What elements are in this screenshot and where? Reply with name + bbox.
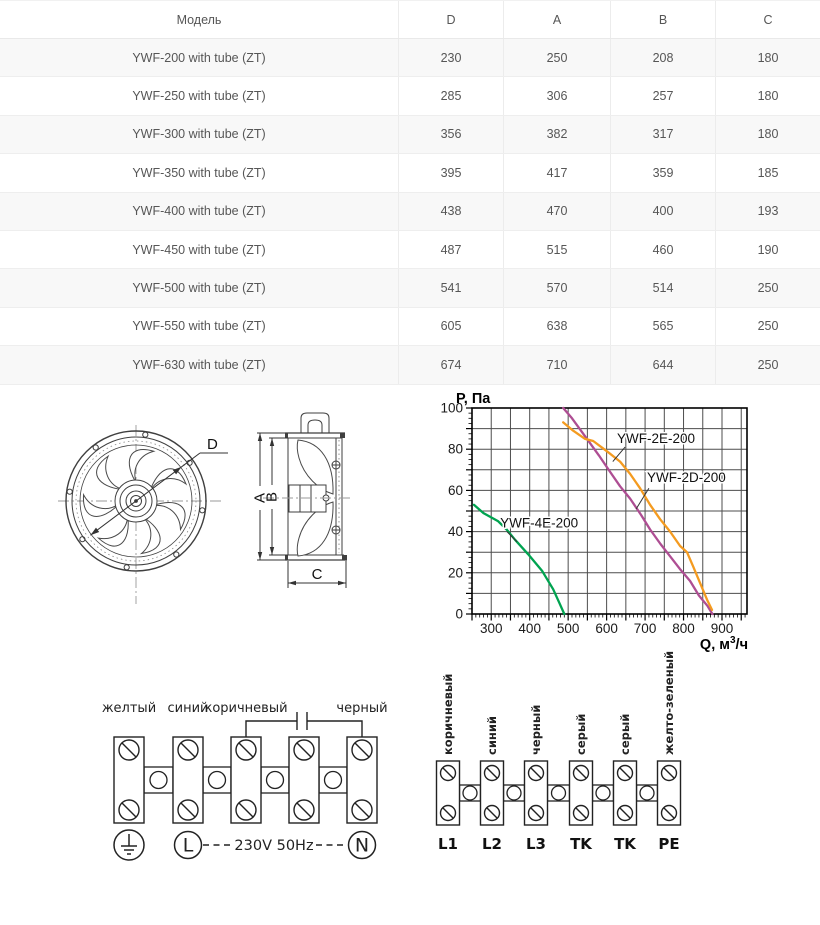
x-tick-label: 400 — [518, 621, 541, 636]
cell-c: 250 — [715, 269, 820, 306]
curve-label-leader — [507, 532, 517, 542]
cell-d: 541 — [398, 269, 503, 306]
cell-c: 180 — [715, 77, 820, 114]
wire-color-label: черный — [529, 704, 543, 755]
cell-model: YWF-500 with tube (ZT) — [132, 281, 266, 296]
table-header-row — [0, 1, 820, 39]
cell-model: YWF-250 with tube (ZT) — [132, 89, 266, 104]
cell-d: 674 — [398, 346, 503, 383]
x-tick-label: 300 — [479, 621, 503, 636]
cell-c: 193 — [715, 193, 820, 230]
neutral-terminal-label: N — [354, 834, 370, 857]
cell-model: YWF-300 with tube (ZT) — [132, 127, 266, 142]
x-tick-label: 700 — [633, 621, 657, 636]
cell-d: 487 — [398, 231, 503, 268]
motor — [289, 485, 329, 512]
curve-label: YWF-4E-200 — [500, 515, 579, 531]
curve-label: YWF-2E-200 — [617, 431, 696, 446]
table-row — [0, 39, 820, 77]
x-tick-label: 600 — [595, 621, 618, 636]
cell-c: 185 — [715, 154, 820, 191]
curve-label: YWF-2D-200 — [647, 470, 726, 486]
line-terminal-label: L — [182, 834, 194, 857]
header-c: C — [715, 1, 820, 38]
cell-b: 514 — [610, 269, 715, 306]
table-row — [0, 231, 820, 269]
y-axis-title: P, Па — [456, 391, 491, 407]
terminal-label: PE — [658, 835, 680, 853]
cell-a: 382 — [503, 116, 610, 153]
ground-icon — [114, 830, 144, 860]
wire-color-label: серый — [574, 713, 588, 755]
cell-a: 306 — [503, 77, 610, 114]
wiring-diagram-three-phase — [425, 650, 705, 861]
header-a: A — [503, 1, 610, 38]
terminal-label: TK — [570, 835, 592, 853]
connector-hole — [463, 786, 477, 800]
connector-hole — [552, 786, 566, 800]
wire-color-label: синий — [485, 716, 499, 755]
cell-a: 250 — [503, 39, 610, 76]
cell-c: 250 — [715, 346, 820, 383]
cell-a: 638 — [503, 308, 610, 345]
fan-performance-chart — [430, 390, 820, 660]
y-tick-label: 80 — [447, 441, 463, 457]
cell-b: 644 — [610, 346, 715, 383]
cell-b: 317 — [610, 116, 715, 153]
y-tick-label: 0 — [455, 606, 463, 622]
cell-c: 190 — [715, 231, 820, 268]
cell-model: YWF-400 with tube (ZT) — [132, 204, 266, 219]
x-tick-label: 800 — [672, 621, 695, 636]
cell-d: 395 — [398, 154, 503, 191]
connector-hole — [150, 772, 167, 789]
wire-color-label: желто-зеленый — [662, 650, 676, 755]
y-tick-label: 20 — [447, 565, 463, 581]
cell-model: YWF-200 with tube (ZT) — [132, 50, 266, 65]
dim-label-b: B — [263, 491, 281, 503]
voltage-label: 230V 50Hz — [234, 838, 314, 854]
terminal-label: TK — [614, 835, 636, 853]
table-row — [0, 77, 820, 115]
wire-color-label: черный — [336, 701, 388, 716]
fan-side-view-drawing — [243, 398, 368, 612]
cell-model: YWF-350 with tube (ZT) — [132, 165, 266, 180]
cell-d: 356 — [398, 116, 503, 153]
wiring-diagram-single-phase — [85, 688, 395, 873]
cell-b: 400 — [610, 193, 715, 230]
junction-box — [301, 413, 329, 433]
dim-label-d: D — [207, 436, 218, 453]
cell-d: 438 — [398, 193, 503, 230]
table-row — [0, 346, 820, 384]
header-model: Модель — [176, 12, 222, 27]
cell-b: 257 — [610, 77, 715, 114]
cell-a: 515 — [503, 231, 610, 268]
cell-b: 460 — [610, 231, 715, 268]
y-tick-label: 60 — [447, 482, 463, 498]
cell-model: YWF-550 with tube (ZT) — [132, 319, 266, 334]
table-row — [0, 116, 820, 154]
connector-hole — [267, 772, 284, 789]
chart-area — [440, 401, 747, 637]
terminal-label: L3 — [526, 835, 546, 853]
wire-color-label: желтый — [101, 701, 157, 716]
cell-b: 565 — [610, 308, 715, 345]
cell-a: 570 — [503, 269, 610, 306]
cell-c: 180 — [715, 116, 820, 153]
header-d: D — [398, 1, 503, 38]
single-phase-drawing — [102, 701, 388, 860]
dimension-d — [90, 453, 228, 535]
wire-color-label: синий — [167, 701, 209, 716]
cell-model: YWF-450 with tube (ZT) — [132, 242, 266, 257]
cell-model: YWF-630 with tube (ZT) — [132, 357, 266, 372]
x-tick-label: 500 — [556, 621, 580, 636]
terminal-label: L1 — [438, 835, 458, 853]
spec-table — [0, 0, 820, 385]
connector-hole — [640, 786, 654, 800]
table-row — [0, 193, 820, 231]
three-phase-drawing — [437, 651, 681, 853]
cell-b: 359 — [610, 154, 715, 191]
dim-label-a: A — [251, 492, 269, 504]
cell-c: 250 — [715, 308, 820, 345]
dim-label-c: C — [311, 566, 323, 583]
y-tick-label: 100 — [440, 400, 463, 416]
connector-hole — [596, 786, 610, 800]
terminal-label: L2 — [482, 835, 502, 853]
table-row — [0, 308, 820, 346]
cell-a: 470 — [503, 193, 610, 230]
table-row — [0, 269, 820, 307]
cell-b: 208 — [610, 39, 715, 76]
connector-hole — [209, 772, 226, 789]
wire-color-label: коричневый — [204, 701, 288, 716]
cell-d: 230 — [398, 39, 503, 76]
wire-color-label: серый — [618, 713, 632, 755]
x-axis-title: Q, $м^3/ч$ — [699, 635, 748, 653]
cell-a: 417 — [503, 154, 610, 191]
wire-color-label: коричневый — [441, 673, 455, 755]
cell-d: 285 — [398, 77, 503, 114]
fan-front-view-drawing — [50, 398, 236, 612]
connector-hole — [507, 786, 521, 800]
cell-d: 605 — [398, 308, 503, 345]
cell-a: 710 — [503, 346, 610, 383]
cell-c: 180 — [715, 39, 820, 76]
connector-hole — [325, 772, 342, 789]
table-row — [0, 154, 820, 192]
x-tick-label: 900 — [710, 621, 734, 636]
y-tick-label: 40 — [447, 524, 463, 540]
header-b: B — [610, 1, 715, 38]
